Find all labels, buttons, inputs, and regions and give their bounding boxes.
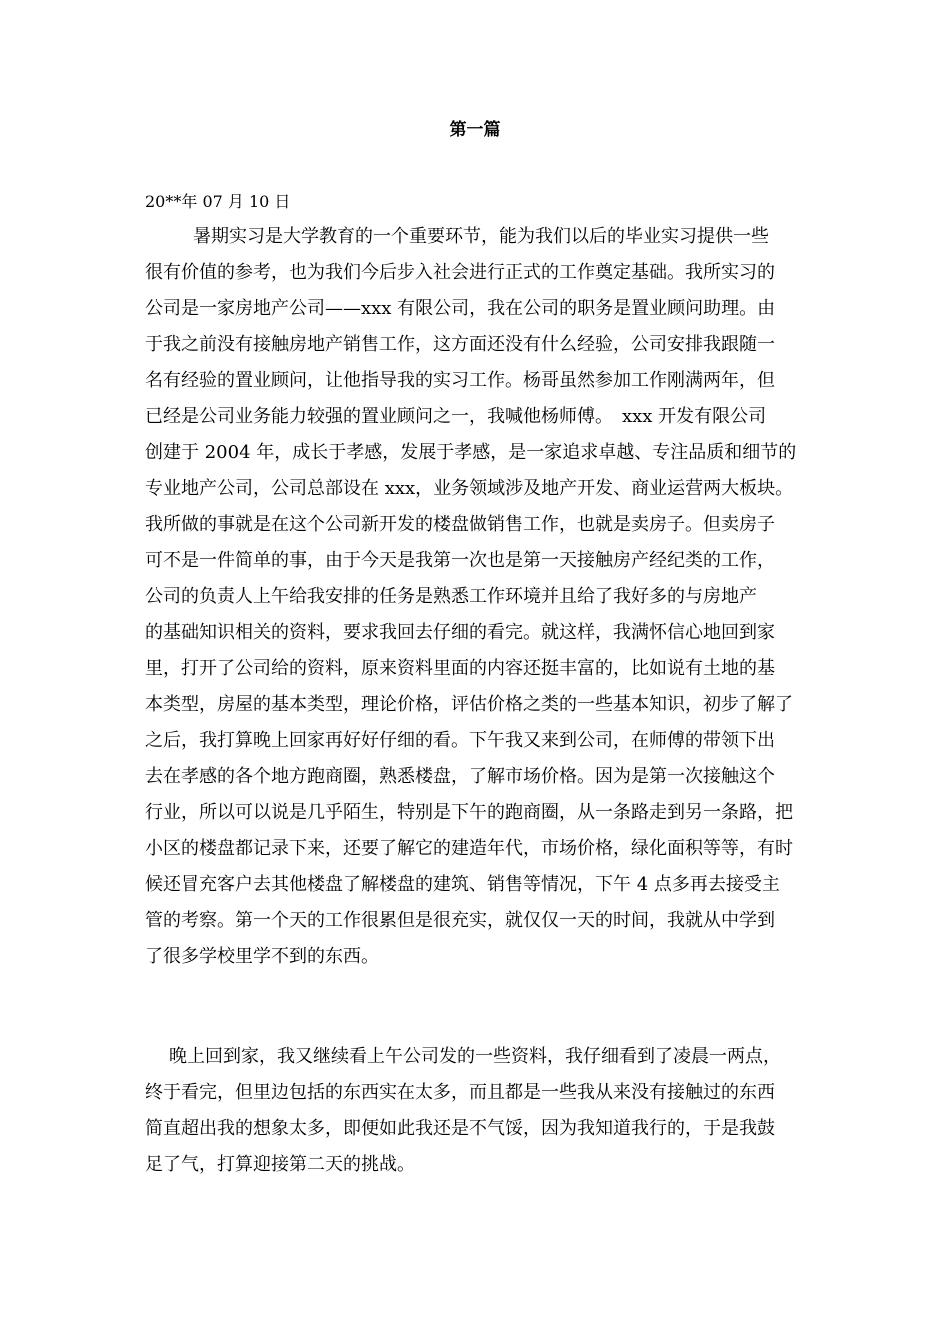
paragraph-line: 终于看完，但里边包括的东西实在太多，而且都是一些我从来没有接触过的东西 [145,1082,775,1103]
paragraph-line: 本类型，房屋的基本类型，理论价格，评估价格之类的一些基本知识，初步了解了 [145,694,793,715]
paragraph-line: 去在孝感的各个地方跑商圈，熟悉楼盘，了解市场价格。因为是第一次接触这个 [145,766,775,787]
paragraph-line: 之后，我打算晚上回家再好好仔细的看。下午我又来到公司，在师傅的带领下出 [145,730,775,751]
paragraph-line: 管的考察。第一个天的工作很累但是很充实，就仅仅一天的时间，我就从中学到 [145,910,775,931]
paragraph-line: 晚上回到家，我又继续看上午公司发的一些资料，我仔细看到了凌晨一两点， [169,1046,781,1067]
paragraph-line: 于我之前没有接触房地产销售工作，这方面还没有什么经验，公司安排我跟随一 [145,334,775,355]
paragraph-line: 专业地产公司，公司总部设在 xxx，业务领域涉及地产开发、商业运营两大板块。 [145,478,794,499]
paragraph-line: 公司是一家房地产公司——xxx 有限公司，我在公司的职务是置业顾问助理。由 [145,298,776,319]
paragraph-line: 暑期实习是大学教育的一个重要环节，能为我们以后的毕业实习提供一些 [193,226,769,247]
paragraph-line: 名有经验的置业顾问，让他指导我的实习工作。杨哥虽然参加工作刚满两年，但 [145,370,775,391]
paragraph-line: 我所做的事就是在这个公司新开发的楼盘做销售工作，也就是卖房子。但卖房子 [145,514,775,535]
paragraph-line: 小区的楼盘都记录下来，还要了解它的建造年代，市场价格，绿化面积等等，有时 [145,838,793,859]
paragraph-line: 行业，所以可以说是几乎陌生，特别是下午的跑商圈，从一条路走到另一条路，把 [145,802,793,823]
paragraph-line: 足了气，打算迎接第二天的挑战。 [145,1154,415,1175]
paragraph-line: 简直超出我的想象太多，即便如此我还是不气馁，因为我知道我行的，于是我鼓 [145,1118,775,1139]
paragraph-line: 的基础知识相关的资料，要求我回去仔细的看完。就这样，我满怀信心地回到家 [145,622,775,643]
paragraph-line: 公司的负责人上午给我安排的任务是熟悉工作环境并且给了我好多的与房地产 [145,586,757,607]
paragraph-line: 可不是一件简单的事，由于今天是我第一次也是第一天接触房产经纪类的工作， [145,550,775,571]
paragraph-line: 候还冒充客户去其他楼盘了解楼盘的建筑、销售等情况，下午 4 点多再去接受主 [145,874,780,895]
document-date: 20**年 07 月 10 日 [145,192,291,211]
paragraph-line: 很有价值的参考，也为我们今后步入社会进行正式的工作奠定基础。我所实习的 [145,262,775,283]
paragraph-line: 里，打开了公司给的资料，原来资料里面的内容还挺丰富的，比如说有土地的基 [145,658,775,679]
paragraph-line: 已经是公司业务能力较强的置业顾问之一，我喊他杨师傅。 xxx 开发有限公司 [145,406,767,427]
paragraph-1 [145,219,810,975]
paragraph-line: 了很多学校里学不到的东西。 [145,946,379,967]
paragraph-line: 创建于 2004 年，成长于孝感，发展于孝感，是一家追求卓越、专注品质和细节的 [145,442,797,463]
paragraph-2 [145,1039,810,1183]
document-title: 第一篇 [449,120,501,140]
